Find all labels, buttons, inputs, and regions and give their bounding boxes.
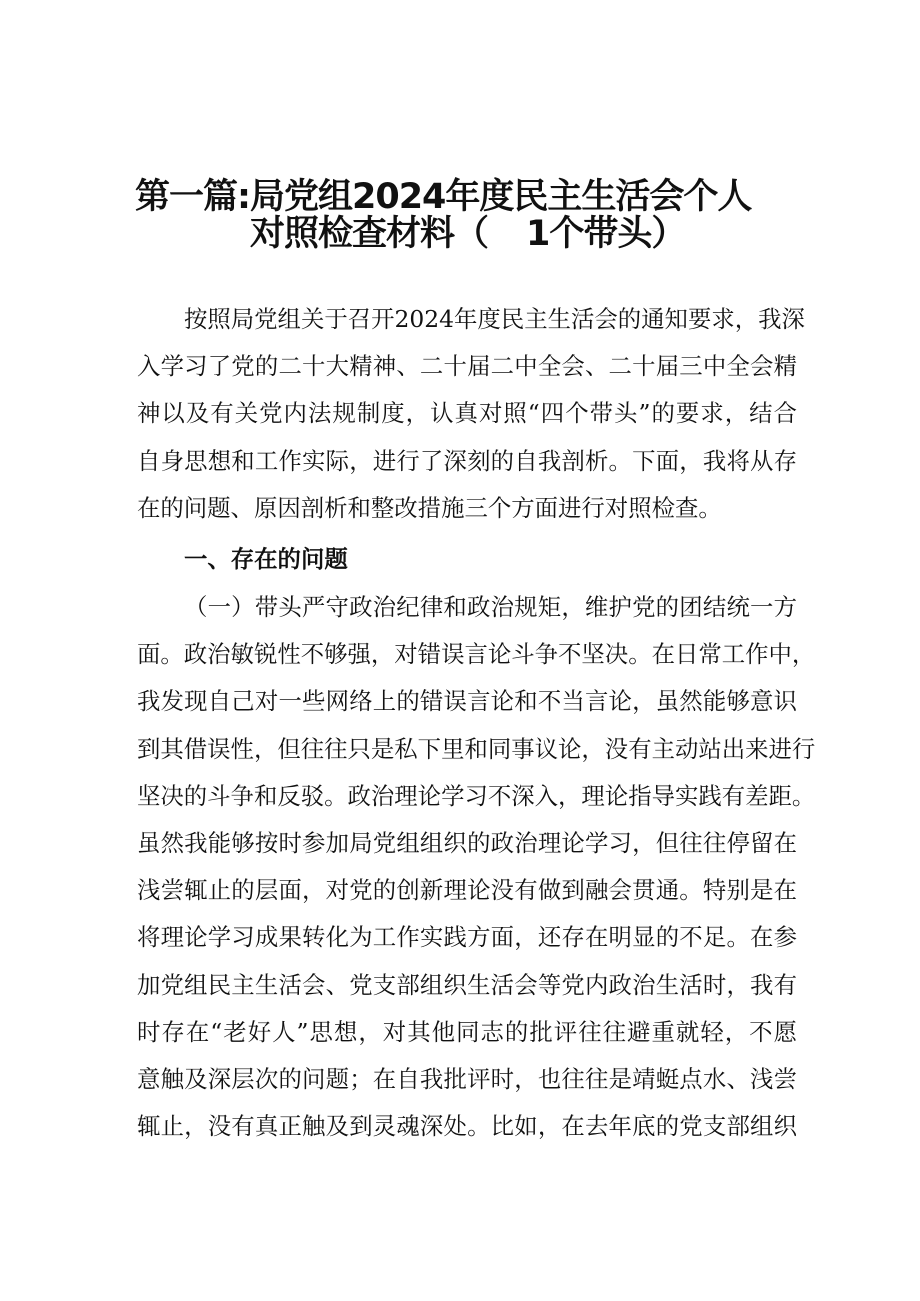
- section-heading: 一、存在的问题: [184, 545, 348, 573]
- body-line: 面。政治敏锐性不够强，对错误言论斗争不坚决。在日常工作中，: [137, 640, 816, 669]
- intro-line: 入学习了党的二十大精神、二十届二中全会、二十届三中全会精: [137, 352, 797, 381]
- document-title-line-2-part-b: 1个带头）: [526, 214, 686, 254]
- document-title-line-1: 第一篇:局党组2024年度民主生活会个人: [135, 177, 752, 217]
- body-line: 辄止，没有真正触及到灵魂深处。比如，在去年底的党支部组织: [137, 1112, 797, 1141]
- intro-paragraph: [137, 296, 805, 532]
- intro-line: 神以及有关党内法规制度，认真对照“四个带头”的要求，结合: [137, 399, 797, 428]
- body-line: 时存在“老好人”思想，对其他同志的批评往往避重就轻，不愿: [137, 1017, 797, 1046]
- intro-line: 自身思想和工作实际，进行了深刻的自我剖析。下面，我将从存: [137, 446, 797, 475]
- body-line: 虽然我能够按时参加局党组组织的政治理论学习，但往往停留在: [137, 829, 797, 858]
- body-line: 我发现自己对一些网络上的错误言论和不当言论，虽然能够意识: [137, 687, 797, 716]
- intro-line: 在的问题、原因剖析和整改措施三个方面进行对照检查。: [137, 493, 722, 522]
- document-title-line-2-part-a: 对照检查材料（: [250, 214, 489, 254]
- body-line: 将理论学习成果转化为工作实践方面，还存在明显的不足。在参: [137, 923, 797, 952]
- body-line: 坚决的斗争和反驳。政治理论学习不深入，理论指导实践有差距。: [137, 781, 816, 810]
- body-line: 浅尝辄止的层面，对党的创新理论没有做到融会贯通。特别是在: [137, 876, 797, 905]
- document-title-line-2: [250, 214, 685, 254]
- body-line: 加党组民主生活会、党支部组织生活会等党内政治生活时，我有: [137, 970, 797, 999]
- intro-line: 按照局党组关于召开2024年度民主生活会的通知要求，我深: [184, 305, 805, 333]
- body-line: （一）带头严守政治纪律和政治规矩，维护党的团结统一方: [184, 593, 797, 621]
- body-paragraph: [137, 584, 816, 1150]
- body-line: 到其借误性，但往往只是私下里和同事议论，没有主动站出来进行: [137, 734, 816, 763]
- body-line: 意触及深层次的问题；在自我批评时，也往往是靖蜓点水、浅尝: [137, 1065, 797, 1094]
